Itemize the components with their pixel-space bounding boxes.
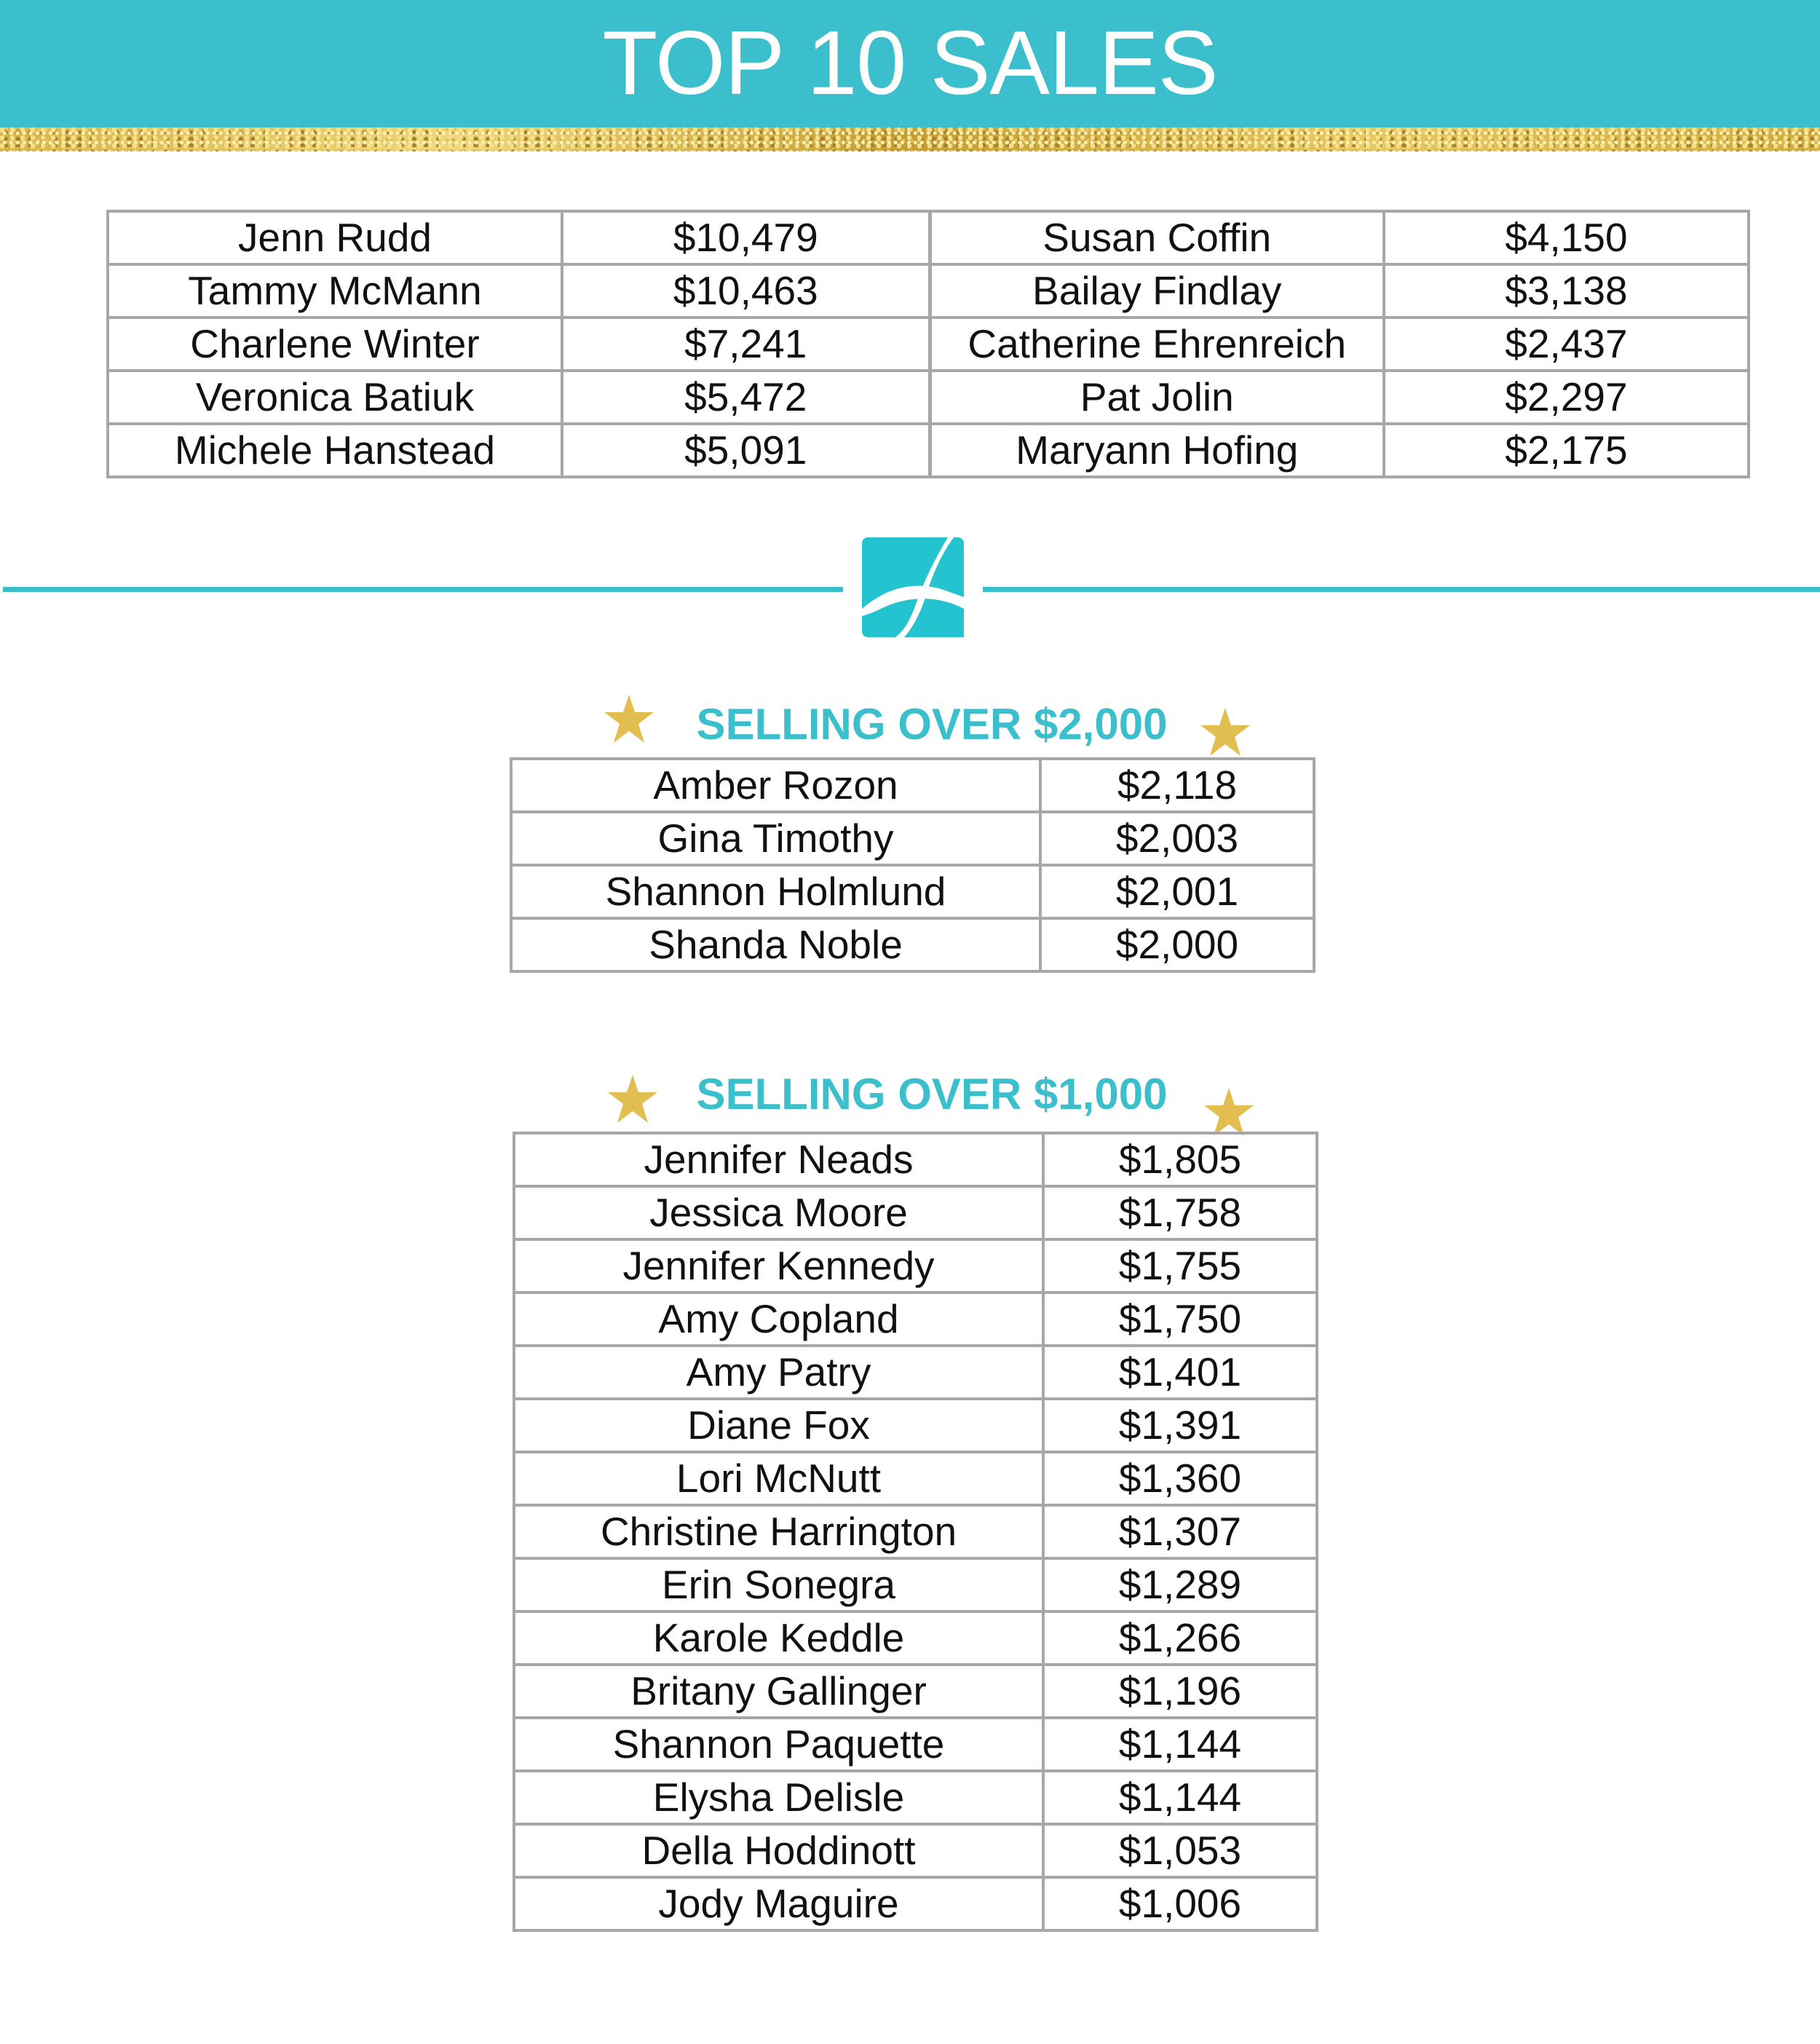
seller-name: Shanda Noble [511,918,1040,971]
seller-amount: $2,118 [1040,759,1314,812]
gold-star-icon [1200,708,1250,756]
table-row [514,1399,1317,1452]
seller-amount: $2,003 [1040,812,1314,865]
seller-name: Amy Patry [514,1346,1043,1399]
seller-name: Jennifer Kennedy [514,1239,1043,1293]
table-row [514,1718,1317,1771]
table-row [108,211,1749,264]
seller-name: Britany Gallinger [514,1665,1043,1718]
seller-name: Diane Fox [514,1399,1043,1452]
seller-name: Michele Hanstead [108,424,562,477]
section-title-over-2000: SELLING OVER $2,000 [696,700,1168,749]
seller-name: Catherine Ehrenreich [930,317,1384,371]
over-1000-table [513,1132,1318,1932]
table-row [511,918,1314,971]
seller-name: Veronica Batiuk [108,371,562,424]
table-row [108,317,1749,371]
seller-amount: $5,472 [562,371,930,424]
seller-amount: $10,479 [562,211,930,264]
seller-name: Lori McNutt [514,1452,1043,1505]
table-row [514,1611,1317,1665]
table-row [514,1346,1317,1399]
seller-name: Jenn Rudd [108,211,562,264]
seller-amount: $1,307 [1043,1505,1317,1558]
seller-name: Susan Coffin [930,211,1384,264]
seller-name: Shannon Paquette [514,1718,1043,1771]
over-2000-table [510,757,1315,973]
page-title: TOP 10 SALES [602,13,1218,114]
seller-amount: $1,144 [1043,1718,1317,1771]
seller-name: Jessica Moore [514,1186,1043,1239]
seller-amount: $1,755 [1043,1239,1317,1293]
seller-amount: $2,175 [1384,424,1749,477]
gold-glitter-strip [0,127,1820,151]
seller-amount: $1,750 [1043,1293,1317,1346]
seller-amount: $10,463 [562,264,930,317]
seller-amount: $5,091 [562,424,930,477]
table-row [108,424,1749,477]
seller-name: Tammy McMann [108,264,562,317]
gold-star-icon [1204,1088,1254,1136]
table-row [514,1824,1317,1877]
seller-amount: $1,289 [1043,1558,1317,1611]
seller-amount: $1,758 [1043,1186,1317,1239]
seller-name: Gina Timothy [511,812,1040,865]
seller-amount: $1,196 [1043,1665,1317,1718]
table-row [514,1877,1317,1930]
table-row [514,1665,1317,1718]
table-row [514,1293,1317,1346]
table-row [511,812,1314,865]
table-row [514,1239,1317,1293]
seller-name: Bailay Findlay [930,264,1384,317]
seller-name: Della Hoddinott [514,1824,1043,1877]
seller-amount: $1,401 [1043,1346,1317,1399]
table-row [514,1771,1317,1824]
seller-name: Christine Harrington [514,1505,1043,1558]
table-row [511,759,1314,812]
seller-amount: $1,360 [1043,1452,1317,1505]
table-row [514,1558,1317,1611]
table-row [514,1452,1317,1505]
seller-amount: $4,150 [1384,211,1749,264]
seller-name: Amy Copland [514,1293,1043,1346]
seller-amount: $1,391 [1043,1399,1317,1452]
table-row [511,865,1314,918]
seller-name: Charlene Winter [108,317,562,371]
seller-amount: $1,053 [1043,1824,1317,1877]
top10-table [106,210,1750,478]
seller-amount: $2,001 [1040,865,1314,918]
seller-name: Karole Keddle [514,1611,1043,1665]
seller-amount: $2,437 [1384,317,1749,371]
divider-line-left [3,587,843,592]
table-row [108,371,1749,424]
gold-star-icon [608,1075,657,1123]
seller-amount: $1,006 [1043,1877,1317,1930]
seller-name: Jody Maguire [514,1877,1043,1930]
seller-name: Jennifer Neads [514,1133,1043,1186]
table-row [514,1505,1317,1558]
seller-amount: $7,241 [562,317,930,371]
seller-amount: $1,144 [1043,1771,1317,1824]
seller-name: Amber Rozon [511,759,1040,812]
table-row [108,264,1749,317]
seller-name: Elysha Delisle [514,1771,1043,1824]
section-title-over-1000: SELLING OVER $1,000 [696,1070,1168,1118]
seller-name: Shannon Holmlund [511,865,1040,918]
table-row [514,1133,1317,1186]
brand-swirl-logo-icon [862,537,964,637]
seller-amount: $2,297 [1384,371,1749,424]
seller-amount: $2,000 [1040,918,1314,971]
seller-amount: $1,266 [1043,1611,1317,1665]
gold-star-icon [604,695,654,743]
table-row [514,1186,1317,1239]
seller-name: Maryann Hofing [930,424,1384,477]
seller-amount: $3,138 [1384,264,1749,317]
seller-name: Erin Sonegra [514,1558,1043,1611]
seller-name: Pat Jolin [930,371,1384,424]
seller-amount: $1,805 [1043,1133,1317,1186]
divider-line-right [983,587,1820,592]
